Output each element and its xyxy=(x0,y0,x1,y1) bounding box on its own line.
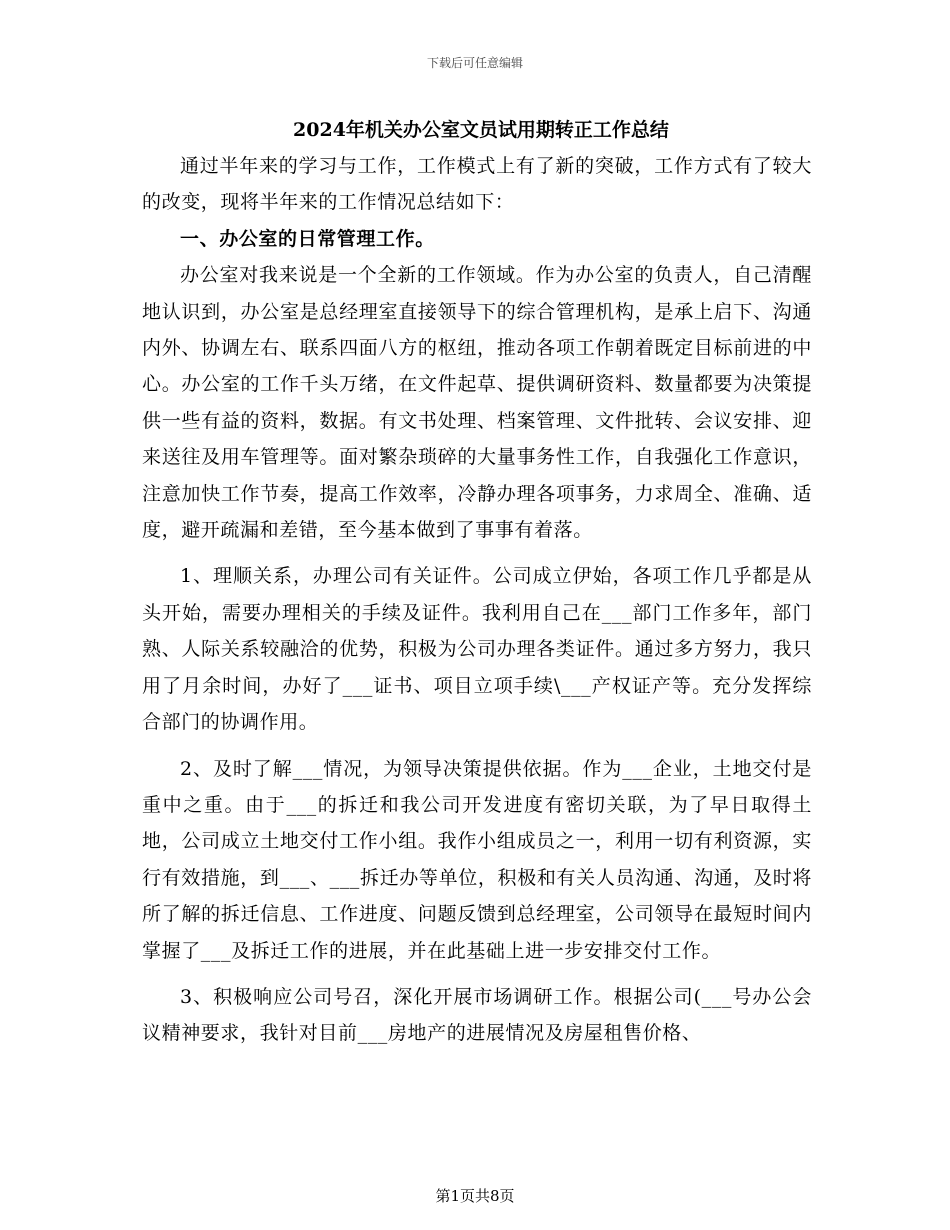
section-heading-1: 一、办公室的日常管理工作。 xyxy=(180,227,435,250)
document-body xyxy=(142,112,812,1052)
item-2-paragraph: 2、及时了解___情况，为领导决策提供依据。作为___企业，土地交付是重中之重。由于___的拆迁和我公司开发进度有密切关联，为了早日取得土地，公司成立土地交付工作小组。我作小组成员之一，利用一切有利资源，实行有效措施，到___、___拆迁办等单位，积极和有关人员沟通、沟通，及时将所了解的拆迁信息、工作进度、问题反馈到总经理室，公司领导在最短时间内掌握了___及拆迁工作的进展，并在此基础上进一步安排交付工作。 xyxy=(142,757,812,962)
page-header-note: 下载后可任意编辑 xyxy=(426,56,523,70)
page-number: 第1页共8页 xyxy=(435,1187,515,1205)
item-3-paragraph: 3、积极响应公司号召，深化开展市场调研工作。根据公司(___号办公会议精神要求，我针对目前___房地产的进展情况及房屋租售价格、 xyxy=(142,985,812,1045)
document-title: 2024年机关办公室文员试用期转正工作总结 xyxy=(293,119,669,141)
section-1-paragraph: 办公室对我来说是一个全新的工作领域。作为办公室的负责人，自己清醒地认识到，办公室是总经理室直接领导下的综合管理机构，是承上启下、沟通内外、协调左右、联系四面八方的枢纽，推动各项工作朝着既定目标前进的中心。办公室的工作千头万绪，在文件起草、提供调研资料、数量都要为决策提供一些有益的资料，数据。有文书处理、档案管理、文件批转、会议安排、迎来送往及用车管理等。面对繁杂琐碎的大量事务性工作，自我强化工作意识，注意加快工作节奏，提高工作效率，冷静办理各项事务，力求周全、准确、适度，避开疏漏和差错，至今基本做到了事事有着落。 xyxy=(142,264,812,542)
item-1-paragraph: 1、理顺关系，办理公司有关证件。公司成立伊始，各项工作几乎都是从头开始，需要办理相关的手续及证件。我利用自己在___部门工作多年，部门熟、人际关系较融洽的优势，积极为公司办理各类证件。通过多方努力，我只用了月余时间，办好了___证书、项目立项手续\___产权证产等。充分发挥综合部门的协调作用。 xyxy=(142,565,812,734)
intro-paragraph: 通过半年来的学习与工作，工作模式上有了新的突破，工作方式有了较大的改变，现将半年来的工作情况总结如下： xyxy=(142,155,812,214)
